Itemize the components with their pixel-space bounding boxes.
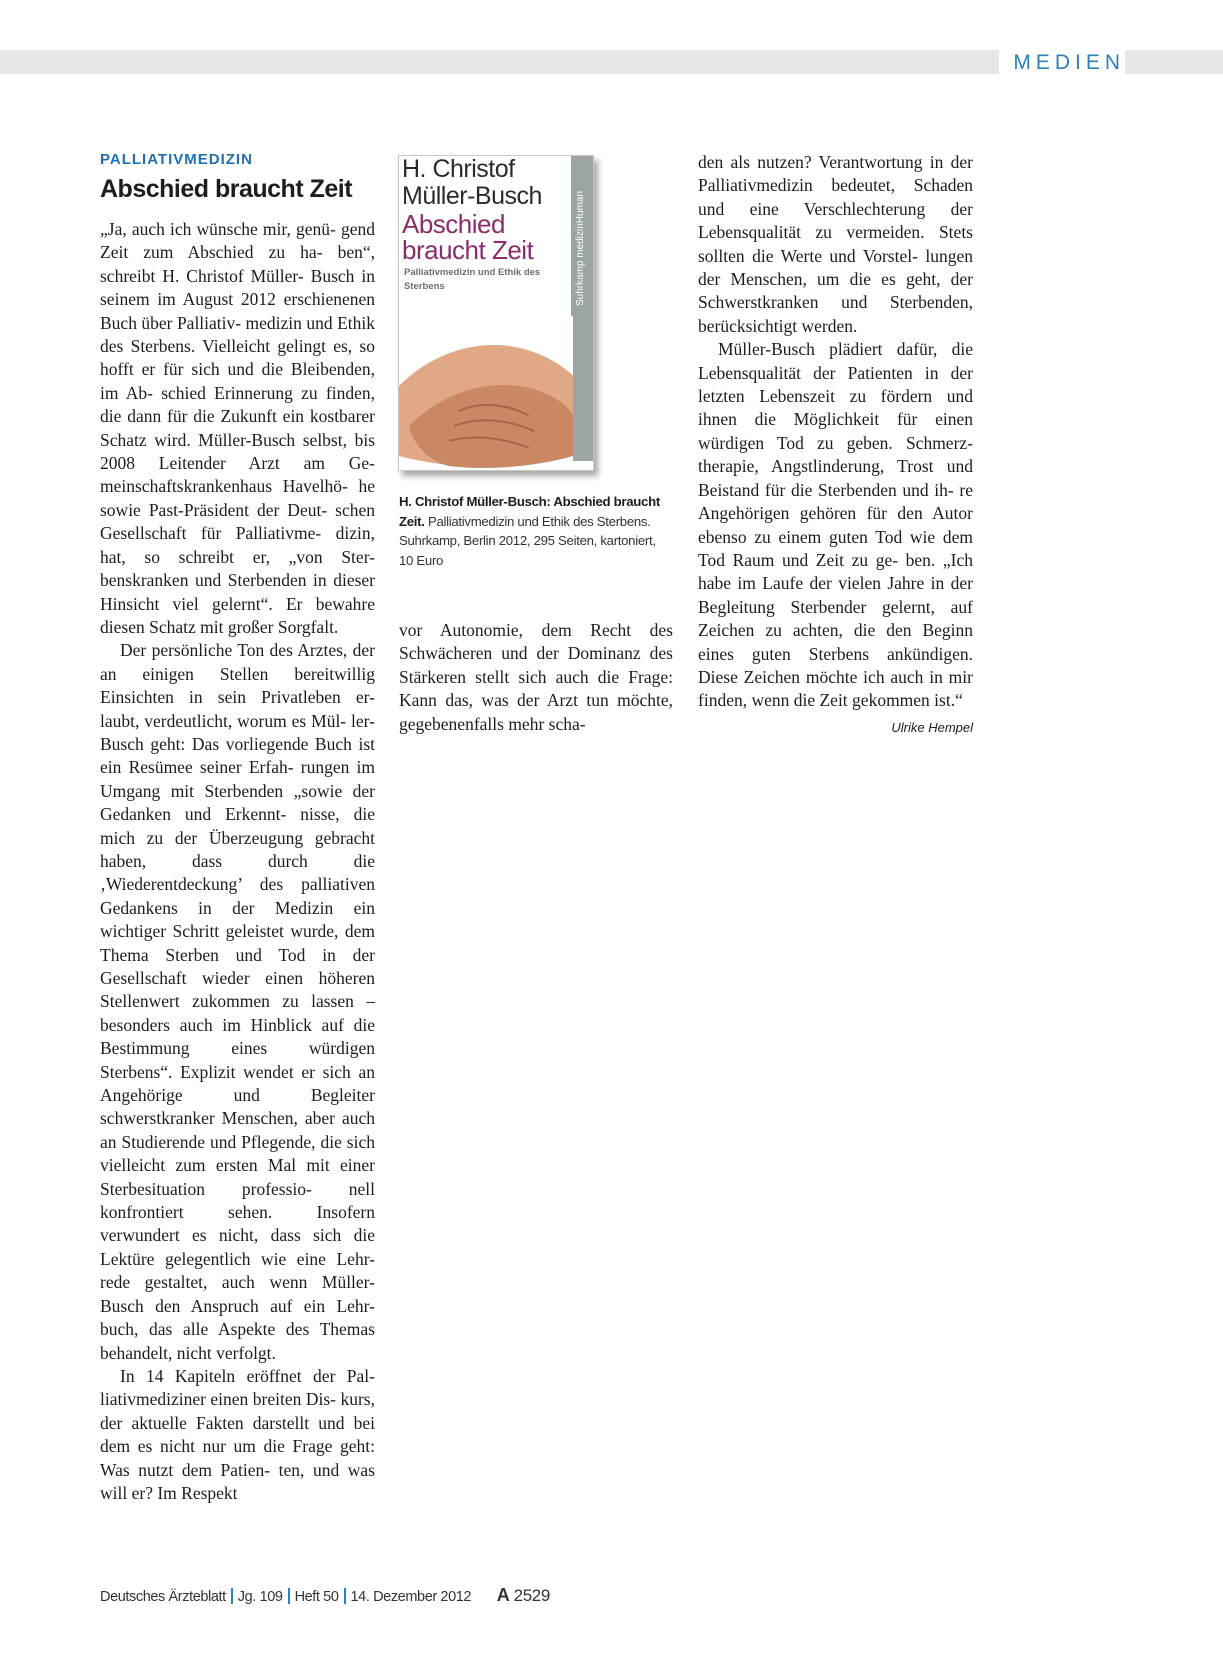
paragraph: den als nutzen? Verantwortung in der Palliativmedizin bedeutet, Schaden und eine Verschlechterung der Lebensqualität zu vermeiden. Stets sollten die Werte und Vorstel- lungen der Menschen, um die es geht, der Schwerstkranken und Sterbenden, berücksichtigt werden. — [698, 152, 973, 336]
page-number-value: 2529 — [513, 1586, 550, 1605]
article-column-3 — [698, 151, 973, 739]
footer-date: 14. Dezember 2012 — [350, 1589, 472, 1605]
article-kicker: PALLIATIVMEDIZIN — [100, 151, 253, 168]
article-column-1 — [100, 218, 375, 1505]
caption-text: Palliativmedizin und Ethik des Sterbens. Suhrkamp, Berlin 2012, 295 Seiten, kartoniert, 10 Euro — [399, 513, 656, 568]
book-cover-spine-text: Suhrkamp medizinHuman — [575, 190, 586, 306]
footer-issue: Heft 50 — [294, 1589, 339, 1605]
paragraph: In 14 Kapiteln eröffnet der Pal- liativmediziner einen breiten Dis- kurs, der aktuelle Fakten darstellt und bei dem es nicht nur um die Frage geht: Was nutzt dem Patien- ten, und was will er? Im Respekt — [100, 1365, 375, 1503]
caption-title: H. Christof Müller-Busch: Abschied braucht Zeit. — [399, 494, 660, 529]
book-cover-subtitle: Palliativmedizin und Ethik des Sterbens — [404, 267, 541, 292]
book-caption — [399, 492, 661, 570]
page-footer — [100, 1585, 550, 1606]
article-author: Ulrike Hempel — [891, 719, 973, 735]
book-cover-author: H. Christof Müller-Busch — [402, 155, 542, 210]
section-label: MEDIEN — [999, 50, 1125, 74]
article-column-2 — [399, 619, 673, 736]
footer-divider — [344, 1588, 346, 1604]
footer-divider — [231, 1588, 233, 1604]
paragraph: „Ja, auch ich wünsche mir, genü- gend Zeit zum Abschied zu ha- ben“, schreibt H. Christof Müller- Busch in seinem im August 2012 erschienenen Buch über Palliativ- medizin und Ethik des Sterbens. Vielleicht gelingt es, so hofft er für sich und die Bleibenden, im Ab- schied Erinnerung zu finden, die dann für die Zukunft ein kostbarer Schatz wird. Müller-Busch selbst, bis 2008 Leitender Arzt am Ge- meinschaftskrankenhaus Havelhö- he sowie Past-Präsident der Deut- schen Gesellschaft für Palliativme- dizin, hat, so schreibt er, „von Ster- benskranken und Sterbenden in dieser Hinsicht viel gelernt“. Er bewahre diesen Schatz mit großer Sorgfalt. — [100, 219, 375, 637]
footer-volume: Jg. 109 — [237, 1589, 283, 1605]
footer-divider — [288, 1588, 290, 1604]
book-cover-image — [398, 155, 594, 471]
hands-photo — [399, 316, 573, 471]
page-number — [497, 1586, 550, 1605]
paragraph: Der persönliche Ton des Arztes, der an einigen Stellen bereitwillig Einsichten in sein Privatleben er- laubt, verdeutlicht, worum es Mül- ler-Busch geht: Das vorliegende Buch ist ein Resümee seiner Erfah- rungen im Umgang mit Sterbenden „sowie der Gedanken und Erkennt- nisse, die mich zu der Überzeugung gebracht haben, dass durch die ‚Wiederentdeckung’ des palliativen Gedankens in der Medizin ein wichtiger Schritt geleistet wurde, dem Thema Sterben und Tod in der Gesellschaft wieder einen höheren Stellenwert zukommen zu lassen – besonders auch im Hinblick auf die Bestimmung eines würdigen Sterbens“. Explizit wendet er sich an Angehörige und Begleiter schwerstkranker Menschen, aber auch an Studierende und Pflegende, die sich vielleicht zum ersten Mal mit einer Sterbesituation professio- nell konfrontiert sehen. Insofern verwundert es nicht, dass sich die Lektüre gelegentlich wie eine Lehr- rede gestaltet, auch wenn Müller- Busch den Anspruch auf ein Lehr- buch, das alle Aspekte des Themas behandelt, nicht verfolgt. — [100, 640, 375, 1363]
paragraph-text: Müller-Busch plädiert dafür, die Lebensqualität der Patienten in der letzten Lebenszeit zu fördern und ihnen die Möglichkeit für einen würdigen Tod zu geben. Schmerz- therapie, Angstlinderung, Trost und Beistand für die Sterbenden und ih- re Angehörigen gehören für den Autor ebenso zu einem guten Tod wie dem Tod Raum und Zeit zu ge- ben. „Ich habe im Laufe der vielen Jahre in der Begleitung Sterbender gelernt, auf Zeichen zu achten, die den Beginn eines guten Sterbens ankündigen. Diese Zeichen möchte ich auch in mir finden, wenn die Zeit gekommen ist.“ — [698, 339, 973, 711]
footer-journal: Deutsches Ärzteblatt — [100, 1589, 226, 1605]
article-headline: Abschied braucht Zeit — [100, 175, 353, 203]
book-cover-title: Abschied braucht Zeit — [402, 209, 534, 265]
paragraph: vor Autonomie, dem Recht des Schwächeren und der Dominanz des Stärkeren stellt sich auch die Frage: Kann das, was der Arzt tun möchte, gegebenenfalls mehr scha- — [399, 620, 673, 734]
book-cover-spine — [571, 156, 593, 461]
page-prefix: A — [496, 1585, 510, 1605]
paragraph-with-author — [698, 338, 973, 735]
